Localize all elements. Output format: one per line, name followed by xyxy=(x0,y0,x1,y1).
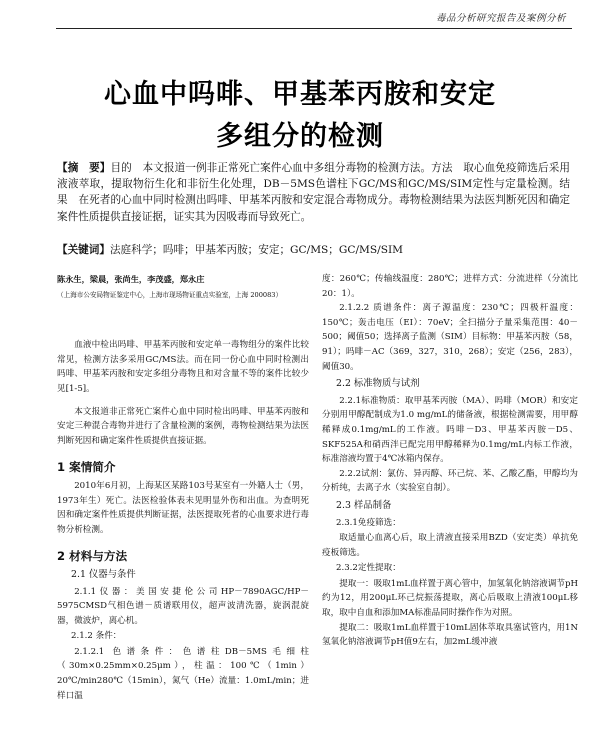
subsection-2-3: 2.3 样品制备 xyxy=(336,499,392,511)
abstract xyxy=(57,160,570,225)
intro-paragraph-1: 血液中检出吗啡、甲基苯丙胺和安定单一毒物组分的案件比较常见，检测方法多采用GC/MS法。而在同一份心血中同时检测出吗啡、甲基苯丙胺和安定多组分毒物且和对含量不等的案件比较少见[1-5]。 xyxy=(57,340,309,394)
header-rule xyxy=(56,28,572,29)
paragraph-2-3-2-extraction-2: 提取二：吸取1mL血样置于10mL固体萃取具塞试管内，用1N氢氧化钠溶液调节pH值9左右，加2mL缓冲液 xyxy=(322,622,578,648)
section-1-heading: 1 案情简介 xyxy=(57,460,116,475)
keywords-label: 【关键词】 xyxy=(57,244,110,256)
subsection-2-2: 2.2 标准物质与试剂 xyxy=(336,378,420,390)
section-2-heading: 2 材料与方法 xyxy=(57,549,128,564)
paragraph-2-1-2-1: 2.1.2.1 色谱条件：色谱柱DB－5MS毛细柱（30m×0.25mm×0.25μm），柱温：100℃（1min）20℃/min280℃（15min），氮气（He）流量：1.0mL/min；进样口温 xyxy=(57,646,309,701)
keywords-text: 法庭科学；吗啡；甲基苯丙胺；安定；GC/MS；GC/MS/SIM xyxy=(109,244,403,256)
left-column xyxy=(57,272,309,703)
paragraph-2-3-1: 取适量心血离心后，取上清液直接采用BZD（安定类）单抗免疫板筛选。 xyxy=(322,533,578,558)
paragraph-2-1-1: 2.1.1仪器：美国安捷伦公司HP－7890AGC/HP－5975CMSD气相色谱－质谱联用仪，超声波清洗器，旋涡混旋器，微波炉，离心机。 xyxy=(57,586,309,626)
intro-paragraph-2: 本文报道非正常死亡案件心血中同时检出吗啡、甲基苯丙胺和安定三种混合毒物并进行了含量检测的案例，毒物检测结果为法医判断死因和确定案件性质提供直接证据。 xyxy=(57,406,309,446)
article-title-line1: 心血中吗啡、甲基苯丙胺和安定 xyxy=(104,79,496,110)
subsection-2-1-2: 2.1.2 条件： xyxy=(71,631,122,642)
keywords xyxy=(57,242,570,258)
subsection-2-1: 2.1 仪器与条件 xyxy=(71,568,136,580)
article-title-line2: 多组分的检测 xyxy=(216,121,384,152)
section-1-paragraph: 2010年6月初，上海某区某路103号某室有一外籍人士（男，1973年生）死亡。法医检验体表未见明显外伤和出血。为查明死因和确定案件性质提供判断证据，法医提取死者的心血要求进行毒物分析检测。 xyxy=(57,480,309,535)
paragraph-2-2-2: 2.2.2试剂：氯仿、异丙醇、环己烷、苯、乙酸乙酯，甲醇均为分析纯，去离子水（实验室自制）。 xyxy=(322,468,578,494)
affiliation: （上海市公安局物证鉴定中心，上海市现场物证重点实验室，上海 200083） xyxy=(57,290,283,299)
abstract-text: 目的 本文报道一例非正常死亡案件心血中多组分毒物的检测方法。方法 取心血免疫筛选后采用液液萃取，提取物衍生化和非衍生化处理，DB－5MS色谱柱下GC/MS和GC/MS/SIM定性与定量检测。结果 在死者的心血中同时检测出吗啡、甲基苯丙胺和安定混合毒物成分。毒物检测结果为法医判断死因和确定案件性质提供直接证据，证实其为因吸毒而导致死亡。 xyxy=(57,162,571,223)
paragraph-2-1-2-2: 2.1.2.2 质谱条件：离子源温度：230℃；四极杆温度：150℃；轰击电压（EI）：70eV；全扫描分子量采集范围：40－500；阈值50；选择离子监测（SIM）目标物：甲基苯丙胺（58，91）；吗啡－AC（369，327，310，268）；安定（256，283），阈值30。 xyxy=(322,303,578,372)
subsection-2-3-1: 2.3.1免疫筛选： xyxy=(336,517,401,528)
paragraph-continued: 度：260℃；传输线温度：280℃；进样方式：分流进样（分流比20：1）。 xyxy=(322,274,578,299)
paragraph-2-3-2-extraction-1: 提取一：吸取1mL血样置于离心管中，加氢氧化钠溶液调节pH约为12，用200μL环己烷振荡提取，离心后吸取上清液100μL移取，取中自血和添加MA标准品同时操作作为对照。 xyxy=(322,578,578,619)
paragraph-2-2-1: 2.2.1标准物质：取甲基苯丙胺（MA）、吗啡（MOR）和安定分别用甲醇配制成为1.0 mg/mL的储备液，根据检测需要，用甲醇稀释成0.1mg/mL的工作液。吗啡－D3、甲基苯丙胺－D5、SKF525A和硝西泮已配完用甲醇稀释为0.1mg/mL内标工作液，标准溶液均置于4℃冰箱内保存。 xyxy=(322,395,578,465)
subsection-2-3-2: 2.3.2定性提取： xyxy=(336,563,401,574)
abstract-label: 【摘 要】 xyxy=(57,162,111,174)
running-header: 毒品分析研究报告及案例分析 xyxy=(435,13,566,24)
right-column xyxy=(322,272,578,650)
authors: 陈永生，梁晨，张尚生，李茂盛，郑永庄 xyxy=(57,274,205,284)
